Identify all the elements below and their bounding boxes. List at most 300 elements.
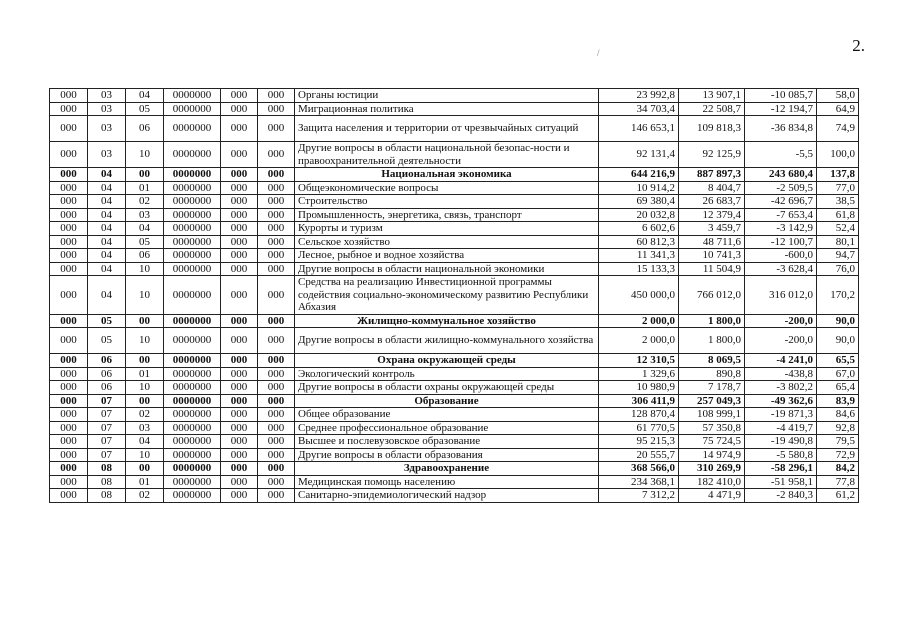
code-column-1: 000: [50, 462, 88, 476]
execution-percent: 94,7: [817, 249, 859, 263]
deviation-amount: -600,0: [745, 249, 817, 263]
code-column-2: 08: [88, 475, 126, 489]
code-column-6: 000: [258, 421, 295, 435]
code-column-5: 000: [221, 394, 258, 408]
code-column-5: 000: [221, 408, 258, 422]
item-name: Здравоохранение: [295, 462, 599, 476]
deviation-amount: -200,0: [745, 314, 817, 328]
execution-percent: 84,2: [817, 462, 859, 476]
code-column-4: 0000000: [164, 102, 221, 116]
code-column-2: 04: [88, 181, 126, 195]
table-row: [50, 102, 859, 116]
code-column-2: 04: [88, 262, 126, 276]
code-column-1: 000: [50, 249, 88, 263]
code-column-3: 04: [126, 89, 164, 103]
code-column-6: 000: [258, 276, 295, 315]
table-row: [50, 381, 859, 395]
approved-amount: 12 310,5: [599, 354, 679, 368]
actual-amount: 3 459,7: [679, 222, 745, 236]
execution-percent: 61,2: [817, 489, 859, 503]
item-name: Другие вопросы в области жилищно-коммунального хозяйства: [295, 328, 599, 354]
code-column-3: 04: [126, 222, 164, 236]
execution-percent: 79,5: [817, 435, 859, 449]
item-name: Национальная экономика: [295, 168, 599, 182]
code-column-1: 000: [50, 489, 88, 503]
deviation-amount: -3 802,2: [745, 381, 817, 395]
code-column-6: 000: [258, 181, 295, 195]
code-column-3: 10: [126, 142, 164, 168]
code-column-6: 000: [258, 314, 295, 328]
code-column-5: 000: [221, 102, 258, 116]
code-column-6: 000: [258, 195, 295, 209]
page-number: 2.: [852, 36, 865, 55]
section-total-row: [50, 462, 859, 476]
approved-amount: 368 566,0: [599, 462, 679, 476]
code-column-4: 0000000: [164, 435, 221, 449]
code-column-3: 01: [126, 181, 164, 195]
code-column-1: 000: [50, 116, 88, 142]
code-column-1: 000: [50, 448, 88, 462]
code-column-1: 000: [50, 408, 88, 422]
table-row: [50, 222, 859, 236]
code-column-3: 05: [126, 102, 164, 116]
approved-amount: 644 216,9: [599, 168, 679, 182]
code-column-2: 03: [88, 89, 126, 103]
execution-percent: 90,0: [817, 314, 859, 328]
code-column-5: 000: [221, 181, 258, 195]
code-column-1: 000: [50, 421, 88, 435]
approved-amount: 146 653,1: [599, 116, 679, 142]
deviation-amount: -200,0: [745, 328, 817, 354]
table-row: [50, 421, 859, 435]
code-column-3: 10: [126, 328, 164, 354]
code-column-5: 000: [221, 421, 258, 435]
code-column-4: 0000000: [164, 421, 221, 435]
code-column-4: 0000000: [164, 367, 221, 381]
item-name: Средства на реализацию Инвестиционной программы содействия социально-экономическому развитию Республики Абхазия: [295, 276, 599, 315]
execution-percent: 84,6: [817, 408, 859, 422]
code-column-3: 00: [126, 168, 164, 182]
code-column-5: 000: [221, 328, 258, 354]
code-column-5: 000: [221, 235, 258, 249]
execution-percent: 61,8: [817, 208, 859, 222]
actual-amount: 257 049,3: [679, 394, 745, 408]
code-column-6: 000: [258, 262, 295, 276]
code-column-6: 000: [258, 328, 295, 354]
item-name: Промышленность, энергетика, связь, транспорт: [295, 208, 599, 222]
code-column-6: 000: [258, 208, 295, 222]
code-column-5: 000: [221, 195, 258, 209]
deviation-amount: 243 680,4: [745, 168, 817, 182]
actual-amount: 1 800,0: [679, 328, 745, 354]
execution-percent: 65,5: [817, 354, 859, 368]
actual-amount: 48 711,6: [679, 235, 745, 249]
code-column-5: 000: [221, 168, 258, 182]
approved-amount: 23 992,8: [599, 89, 679, 103]
item-name: Медицинская помощь населению: [295, 475, 599, 489]
table-row: [50, 262, 859, 276]
code-column-5: 000: [221, 142, 258, 168]
code-column-5: 000: [221, 354, 258, 368]
actual-amount: 887 897,3: [679, 168, 745, 182]
code-column-4: 0000000: [164, 381, 221, 395]
approved-amount: 20 032,8: [599, 208, 679, 222]
item-name: Экологический контроль: [295, 367, 599, 381]
item-name: Жилищно-коммунальное хозяйство: [295, 314, 599, 328]
code-column-2: 04: [88, 195, 126, 209]
execution-percent: 72,9: [817, 448, 859, 462]
item-name: Другие вопросы в области охраны окружающей среды: [295, 381, 599, 395]
approved-amount: 10 914,2: [599, 181, 679, 195]
execution-percent: 100,0: [817, 142, 859, 168]
code-column-3: 10: [126, 262, 164, 276]
approved-amount: 6 602,6: [599, 222, 679, 236]
deviation-amount: -19 490,8: [745, 435, 817, 449]
code-column-4: 0000000: [164, 249, 221, 263]
code-column-5: 000: [221, 222, 258, 236]
actual-amount: 310 269,9: [679, 462, 745, 476]
execution-percent: 65,4: [817, 381, 859, 395]
code-column-3: 02: [126, 195, 164, 209]
actual-amount: 108 999,1: [679, 408, 745, 422]
approved-amount: 128 870,4: [599, 408, 679, 422]
code-column-5: 000: [221, 276, 258, 315]
code-column-4: 0000000: [164, 408, 221, 422]
code-column-2: 03: [88, 102, 126, 116]
actual-amount: 75 724,5: [679, 435, 745, 449]
code-column-2: 04: [88, 235, 126, 249]
code-column-2: 04: [88, 222, 126, 236]
code-column-1: 000: [50, 394, 88, 408]
execution-percent: 80,1: [817, 235, 859, 249]
item-name: Санитарно-эпидемиологический надзор: [295, 489, 599, 503]
code-column-1: 000: [50, 475, 88, 489]
item-name: Лесное, рыбное и водное хозяйства: [295, 249, 599, 263]
approved-amount: 20 555,7: [599, 448, 679, 462]
code-column-3: 01: [126, 475, 164, 489]
deviation-amount: -10 085,7: [745, 89, 817, 103]
code-column-2: 07: [88, 394, 126, 408]
item-name: Защита населения и территории от чрезвычайных ситуаций: [295, 116, 599, 142]
code-column-6: 000: [258, 367, 295, 381]
table-row: [50, 116, 859, 142]
deviation-amount: -7 653,4: [745, 208, 817, 222]
code-column-1: 000: [50, 142, 88, 168]
code-column-2: 07: [88, 448, 126, 462]
actual-amount: 8 069,5: [679, 354, 745, 368]
code-column-6: 000: [258, 462, 295, 476]
execution-percent: 58,0: [817, 89, 859, 103]
code-column-6: 000: [258, 381, 295, 395]
table-row: [50, 276, 859, 315]
item-name: Миграционная политика: [295, 102, 599, 116]
budget-table: [49, 88, 859, 503]
actual-amount: 7 178,7: [679, 381, 745, 395]
approved-amount: 95 215,3: [599, 435, 679, 449]
approved-amount: 450 000,0: [599, 276, 679, 315]
code-column-5: 000: [221, 435, 258, 449]
section-total-row: [50, 168, 859, 182]
code-column-4: 0000000: [164, 354, 221, 368]
code-column-3: 00: [126, 314, 164, 328]
approved-amount: 61 770,5: [599, 421, 679, 435]
code-column-3: 03: [126, 421, 164, 435]
deviation-amount: -4 419,7: [745, 421, 817, 435]
code-column-3: 00: [126, 462, 164, 476]
code-column-5: 000: [221, 489, 258, 503]
code-column-3: 02: [126, 489, 164, 503]
table-row: [50, 448, 859, 462]
code-column-2: 08: [88, 462, 126, 476]
code-column-6: 000: [258, 354, 295, 368]
code-column-5: 000: [221, 475, 258, 489]
table-row: [50, 435, 859, 449]
code-column-6: 000: [258, 102, 295, 116]
item-name: Среднее профессиональное образование: [295, 421, 599, 435]
item-name: Другие вопросы в области образования: [295, 448, 599, 462]
code-column-4: 0000000: [164, 475, 221, 489]
code-column-6: 000: [258, 89, 295, 103]
table-row: [50, 328, 859, 354]
actual-amount: 14 974,9: [679, 448, 745, 462]
execution-percent: 74,9: [817, 116, 859, 142]
deviation-amount: -5,5: [745, 142, 817, 168]
deviation-amount: -2 509,5: [745, 181, 817, 195]
code-column-1: 000: [50, 276, 88, 315]
deviation-amount: -5 580,8: [745, 448, 817, 462]
approved-amount: 92 131,4: [599, 142, 679, 168]
deviation-amount: -4 241,0: [745, 354, 817, 368]
code-column-5: 000: [221, 367, 258, 381]
actual-amount: 8 404,7: [679, 181, 745, 195]
actual-amount: 11 504,9: [679, 262, 745, 276]
deviation-amount: -58 296,1: [745, 462, 817, 476]
code-column-2: 04: [88, 168, 126, 182]
approved-amount: 60 812,3: [599, 235, 679, 249]
code-column-6: 000: [258, 116, 295, 142]
code-column-1: 000: [50, 102, 88, 116]
code-column-3: 10: [126, 276, 164, 315]
code-column-2: 03: [88, 142, 126, 168]
deviation-amount: -42 696,7: [745, 195, 817, 209]
actual-amount: 92 125,9: [679, 142, 745, 168]
approved-amount: 69 380,4: [599, 195, 679, 209]
code-column-4: 0000000: [164, 448, 221, 462]
item-name: Сельское хозяйство: [295, 235, 599, 249]
code-column-5: 000: [221, 208, 258, 222]
execution-percent: 64,9: [817, 102, 859, 116]
table-row: [50, 195, 859, 209]
approved-amount: 15 133,3: [599, 262, 679, 276]
item-name: Высшее и послевузовское образование: [295, 435, 599, 449]
code-column-4: 0000000: [164, 89, 221, 103]
item-name: Общее образование: [295, 408, 599, 422]
item-name: Общеэкономические вопросы: [295, 181, 599, 195]
code-column-2: 08: [88, 489, 126, 503]
code-column-2: 07: [88, 435, 126, 449]
deviation-amount: -36 834,8: [745, 116, 817, 142]
code-column-3: 03: [126, 208, 164, 222]
item-name: Органы юстиции: [295, 89, 599, 103]
execution-percent: 90,0: [817, 328, 859, 354]
code-column-4: 0000000: [164, 489, 221, 503]
code-column-1: 000: [50, 367, 88, 381]
table-row: [50, 367, 859, 381]
actual-amount: 182 410,0: [679, 475, 745, 489]
code-column-4: 0000000: [164, 168, 221, 182]
actual-amount: 1 800,0: [679, 314, 745, 328]
code-column-1: 000: [50, 89, 88, 103]
code-column-5: 000: [221, 89, 258, 103]
code-column-3: 10: [126, 381, 164, 395]
item-name: Строительство: [295, 195, 599, 209]
section-total-row: [50, 314, 859, 328]
code-column-2: 07: [88, 421, 126, 435]
approved-amount: 234 368,1: [599, 475, 679, 489]
code-column-3: 00: [126, 354, 164, 368]
actual-amount: 12 379,4: [679, 208, 745, 222]
approved-amount: 1 329,6: [599, 367, 679, 381]
actual-amount: 890,8: [679, 367, 745, 381]
item-name: Охрана окружающей среды: [295, 354, 599, 368]
code-column-4: 0000000: [164, 235, 221, 249]
code-column-1: 000: [50, 195, 88, 209]
actual-amount: 22 508,7: [679, 102, 745, 116]
execution-percent: 77,0: [817, 181, 859, 195]
approved-amount: 34 703,4: [599, 102, 679, 116]
code-column-5: 000: [221, 448, 258, 462]
execution-percent: 170,2: [817, 276, 859, 315]
code-column-2: 06: [88, 381, 126, 395]
table-row: [50, 475, 859, 489]
code-column-1: 000: [50, 222, 88, 236]
item-name: Другие вопросы в области национальной безопас-ности и правоохранительной деятельности: [295, 142, 599, 168]
execution-percent: 52,4: [817, 222, 859, 236]
deviation-amount: -19 871,3: [745, 408, 817, 422]
code-column-5: 000: [221, 381, 258, 395]
code-column-6: 000: [258, 475, 295, 489]
execution-percent: 77,8: [817, 475, 859, 489]
code-column-3: 01: [126, 367, 164, 381]
code-column-3: 04: [126, 435, 164, 449]
code-column-6: 000: [258, 249, 295, 263]
deviation-amount: 316 012,0: [745, 276, 817, 315]
execution-percent: 137,8: [817, 168, 859, 182]
code-column-4: 0000000: [164, 394, 221, 408]
code-column-1: 000: [50, 328, 88, 354]
code-column-4: 0000000: [164, 276, 221, 315]
code-column-1: 000: [50, 314, 88, 328]
execution-percent: 67,0: [817, 367, 859, 381]
code-column-6: 000: [258, 168, 295, 182]
code-column-3: 06: [126, 249, 164, 263]
deviation-amount: -49 362,6: [745, 394, 817, 408]
code-column-6: 000: [258, 394, 295, 408]
code-column-1: 000: [50, 208, 88, 222]
execution-percent: 76,0: [817, 262, 859, 276]
code-column-6: 000: [258, 408, 295, 422]
actual-amount: 10 741,3: [679, 249, 745, 263]
actual-amount: 4 471,9: [679, 489, 745, 503]
table-row: [50, 181, 859, 195]
approved-amount: 2 000,0: [599, 328, 679, 354]
actual-amount: 109 818,3: [679, 116, 745, 142]
code-column-3: 06: [126, 116, 164, 142]
code-column-1: 000: [50, 235, 88, 249]
deviation-amount: -2 840,3: [745, 489, 817, 503]
approved-amount: 7 312,2: [599, 489, 679, 503]
code-column-2: 04: [88, 249, 126, 263]
code-column-4: 0000000: [164, 462, 221, 476]
table-row: [50, 489, 859, 503]
section-total-row: [50, 394, 859, 408]
code-column-5: 000: [221, 314, 258, 328]
actual-amount: 13 907,1: [679, 89, 745, 103]
deviation-amount: -51 958,1: [745, 475, 817, 489]
code-column-4: 0000000: [164, 262, 221, 276]
table-row: [50, 408, 859, 422]
code-column-1: 000: [50, 262, 88, 276]
code-column-5: 000: [221, 116, 258, 142]
item-name: Курорты и туризм: [295, 222, 599, 236]
table-row: [50, 249, 859, 263]
code-column-6: 000: [258, 448, 295, 462]
actual-amount: 766 012,0: [679, 276, 745, 315]
code-column-1: 000: [50, 381, 88, 395]
code-column-4: 0000000: [164, 314, 221, 328]
table-row: [50, 235, 859, 249]
code-column-5: 000: [221, 462, 258, 476]
code-column-6: 000: [258, 222, 295, 236]
code-column-3: 10: [126, 448, 164, 462]
deviation-amount: -3 628,4: [745, 262, 817, 276]
code-column-2: 03: [88, 116, 126, 142]
item-name: Образование: [295, 394, 599, 408]
code-column-3: 02: [126, 408, 164, 422]
code-column-2: 04: [88, 208, 126, 222]
code-column-4: 0000000: [164, 208, 221, 222]
code-column-6: 000: [258, 435, 295, 449]
code-column-4: 0000000: [164, 181, 221, 195]
deviation-amount: -12 100,7: [745, 235, 817, 249]
actual-amount: 57 350,8: [679, 421, 745, 435]
section-total-row: [50, 354, 859, 368]
table-row: [50, 208, 859, 222]
code-column-2: 04: [88, 276, 126, 315]
approved-amount: 306 411,9: [599, 394, 679, 408]
code-column-1: 000: [50, 435, 88, 449]
code-column-1: 000: [50, 168, 88, 182]
table-row: [50, 89, 859, 103]
scan-mark: /: [597, 48, 600, 58]
code-column-5: 000: [221, 262, 258, 276]
code-column-4: 0000000: [164, 142, 221, 168]
code-column-3: 00: [126, 394, 164, 408]
execution-percent: 92,8: [817, 421, 859, 435]
approved-amount: 10 980,9: [599, 381, 679, 395]
deviation-amount: -438,8: [745, 367, 817, 381]
code-column-2: 06: [88, 354, 126, 368]
code-column-2: 06: [88, 367, 126, 381]
deviation-amount: -3 142,9: [745, 222, 817, 236]
code-column-2: 05: [88, 328, 126, 354]
code-column-6: 000: [258, 142, 295, 168]
code-column-1: 000: [50, 354, 88, 368]
approved-amount: 2 000,0: [599, 314, 679, 328]
deviation-amount: -12 194,7: [745, 102, 817, 116]
table-body: [50, 89, 859, 503]
table-row: [50, 142, 859, 168]
